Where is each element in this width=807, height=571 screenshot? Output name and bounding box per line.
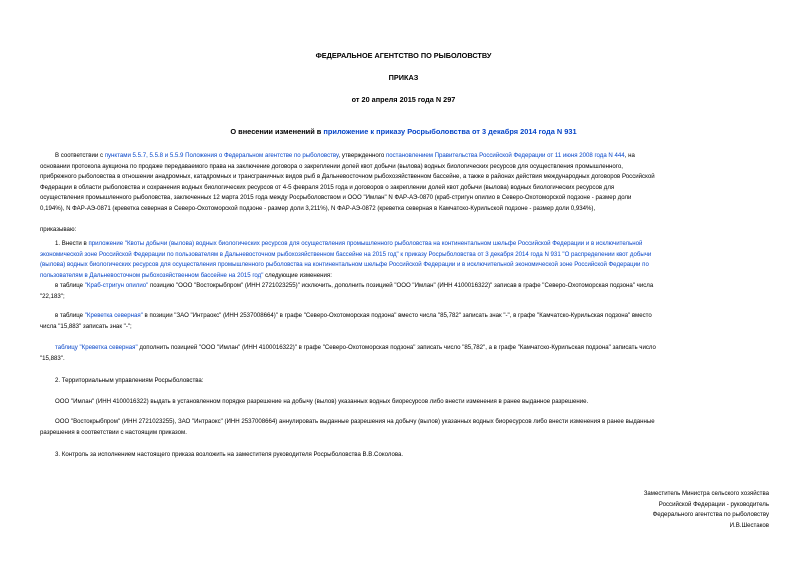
item-3: 3. Контроль за исполнением настоящего приказа возложить на заместителя руководителя Росрыболовства В.В.Соколова. [55,451,404,458]
agency-title: ФЕДЕРАЛЬНОЕ АГЕНТСТВО ПО РЫБОЛОВСТВУ [315,51,492,60]
item-2: 2. Территориальным управлениям Росрыболовства: [55,377,204,384]
subject-link[interactable]: приложение к приказу Росрыболовства от 3 декабря 2014 года N 931 [323,127,577,136]
change-1-line-2: "22,183"; [40,292,65,300]
regulation-link[interactable]: пунктами 5.5.7, 5.5.8 и 5.5.9 Положения о Федеральном агентстве по рыболовству [104,152,339,159]
change-text: в таблице [55,312,85,319]
table-shrimp-link-2[interactable]: таблицу "Креветка северная" [55,344,138,351]
item-2b [40,417,767,438]
appendix-link[interactable]: приложение "Квоты добычи (вылова) водных биологических ресурсов для осуществления промышленного рыболовства на континентальном шельфе Российской Федерации и в исключительной [88,240,643,247]
preamble-text: В соответствии с [55,152,105,159]
preamble-line-6: 0,194%), N ФАР-АЭ-0871 (креветка северная в Северо-Охотоморской подзоне - размер доли 3,211%), N ФАР-АЭ-0872 (креветка северная в Камчатско-Курильской подзоне - размер доли 0,934%), [40,204,596,212]
preamble-line-3: прибрежного рыболовства в отношении анадромных, катадромных и трансграничных видов рыб в Дальневосточном рыбохозяйственном бассейне, а также в районах действия международных договоров Российской [40,173,655,181]
item-2b-line-2: разрешения в соответствии с настоящим приказом. [40,428,187,436]
signature-line-2: Российской Федерации - руководитель [658,500,769,508]
item-1-line-4 [40,271,767,282]
doc-date-number: от 20 апреля 2015 года N 297 [351,95,456,104]
preamble [40,151,767,215]
appendix-link-line-3[interactable]: (вылова) водных биологических ресурсов для осуществления промышленного рыболовства на континентальном шельфе Российской Федерации и в исключительной экономической зоне Российской Федерации по [40,261,649,269]
table-shrimp-link[interactable]: "Креветка северная" [84,312,143,319]
change-2-line-1 [40,311,767,322]
page-title [40,127,767,136]
item-2a: ООО "Имлан" (ИНН 4100016322) выдать в установленном порядке разрешение на добычу (вылов) указанных водных биоресурсов либо внести изменения в ранее выданное разрешение. [55,398,589,405]
preamble-line-2: основании протокола аукциона по продаже передаваемого права на заключение договора о закреплении долей квот добычи (вылова) водных биологических ресурсов для осуществления промышленного, [40,162,623,170]
change-2-line-2: числа "15,883" записать знак "-"; [40,322,132,330]
change-1 [40,281,767,302]
change-text: дополнить позицией "ООО "Имлан" (ИНН 4100016322)" в графе "Северо-Охотоморская подзона" записать число "85,782", а в графе "Камчатско-Курильская подзона" записать число [137,344,656,351]
appendix-link-line-2[interactable]: экономической зоне Российской Федерации по пользователям в Дальневосточном рыбохозяйственном бассейне на 2015 год" к приказу Росрыболовства от 3 декабря 2014 года N 931 "О распределении квот добычи [40,250,652,258]
change-1-line-1 [40,281,767,292]
change-3 [40,343,767,364]
change-text: в позиции "ЗАО "Интраокс" (ИНН 2537008664)" в графе "Северо-Охотоморская подзона" вместо числа "85,782" записать знак "-", в графе "Камчатско-Курильская подзона" вместо [142,312,652,319]
doc-type: ПРИКАЗ [388,73,419,82]
item-1-text: 1. Внести в [55,240,89,247]
signature-line-1: Заместитель Министра сельского хозяйства [643,490,769,497]
change-text: в таблице [55,282,85,289]
item-2b-line-1: ООО "Востокрыбпром" (ИНН 2721023255), ЗАО "Интраокс" (ИНН 2537008664) аннулировать выданные разрешения на добычу (вылов) указанных водных биоресурсов либо внести изменения в ранее выданные [55,418,655,425]
table-crab-link[interactable]: "Краб-стригун опилио" [84,282,149,289]
government-decree-link[interactable]: постановлением Правительства Российской Федерации от 11 июня 2008 года N 444 [385,152,625,159]
subject-prefix: О внесении изменений в [230,127,324,136]
preamble-line-5: осуществления промышленного рыболовства, заключенных 12 марта 2015 года между Росрыболовством и ООО "Имлан" N ФАР-АЭ-0870 (краб-стригун опилио в Северо-Охотоморской подзоне - размер доли [40,194,632,202]
prikazyvayu: приказываю: [40,226,77,233]
item-1 [40,239,767,281]
change-3-line-1 [40,343,767,354]
signature-block [644,489,769,531]
preamble-line-4: Федерации в области рыболовства и сохранения водных биологических ресурсов от 4-5 февраля 2015 года и договоров о закреплении долей квот добычи (вылова) водных биологических ресурсов для [40,183,615,191]
preamble-text: , утвержденного [338,152,386,159]
change-text: позицию "ООО "Востокрыбпром" (ИНН 2721023255)" исключить, дополнить позицией "ООО "Имлан" (ИНН 4100016322)" записав в графе "Северо-Охотоморская подзона" числа [148,282,654,289]
item-1-text: следующие изменения: [263,271,332,279]
appendix-link-line-4[interactable]: пользователям в Дальневосточном рыбохозяйственном бассейне на 2015 год" [40,271,264,279]
item-1-line-1 [40,239,767,250]
signature-line-3: Федерального агентства по рыболовству [652,511,769,518]
preamble-text: , на [624,152,635,159]
signature-name: И.В.Шестаков [729,521,769,529]
change-3-line-2: "15,883". [40,354,65,362]
preamble-line-1 [40,151,767,162]
change-2 [40,311,767,332]
